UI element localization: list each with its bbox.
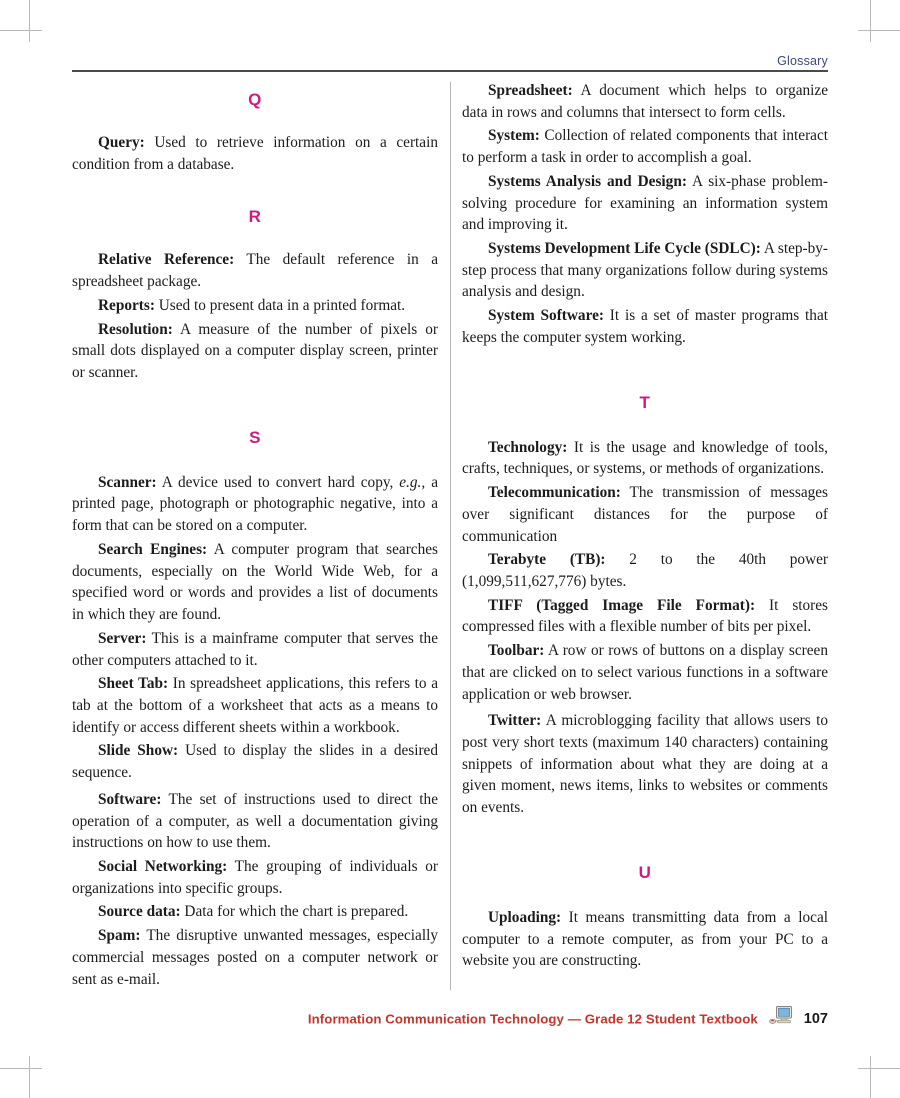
glossary-entry-slide-show <box>72 740 438 783</box>
entry-term: Technology: <box>488 438 568 456</box>
crop-mark-top-right-vertical <box>870 0 871 42</box>
glossary-entry-system-software <box>462 305 828 348</box>
glossary-entry-software <box>72 789 438 854</box>
entry-term: Software: <box>98 790 162 808</box>
body-columns <box>72 80 828 992</box>
glossary-entry-search-engines <box>72 539 438 626</box>
glossary-entry-system <box>462 125 828 168</box>
entry-definition: It stores compressed files with a flexible number of bits per pixel. <box>462 596 829 636</box>
entry-term: Toolbar: <box>488 642 545 660</box>
entry-term: Reports: <box>98 296 155 314</box>
entry-term: Spreadsheet: <box>488 82 573 99</box>
crop-mark-top-left-vertical <box>29 0 30 42</box>
glossary-entry-reports <box>72 295 438 317</box>
entry-term: Spam: <box>98 927 141 945</box>
crop-mark-bottom-left-horizontal <box>0 1068 42 1069</box>
entry-term: Uploading: <box>488 908 562 926</box>
entry-term: Telecommunication: <box>488 484 621 502</box>
entry-definition: A computer program that searches documents, especially on the World Wide Web, for a specified word or words and provides a list of documents in which they are found. <box>72 540 438 624</box>
glossary-entry-spam <box>72 925 438 990</box>
glossary-entry-sheet-tab <box>72 673 438 738</box>
entry-term: Source data: <box>98 903 181 921</box>
running-head <box>72 52 828 71</box>
entry-term: Sheet Tab: <box>98 675 169 693</box>
entry-term: Relative Reference: <box>98 251 235 269</box>
entry-term: Social Networking: <box>98 857 228 875</box>
entry-definition: It means transmitting data from a local computer to a remote computer, as from your PC to a website you are constructing. <box>462 908 828 970</box>
entry-term: Search Engines: <box>98 540 208 558</box>
left-column <box>72 80 438 992</box>
entry-term: Slide Show: <box>98 742 179 760</box>
entry-definition: Used to display the slides in a desired sequence. <box>72 742 438 782</box>
header-rule <box>72 70 828 72</box>
page-footer <box>72 1006 828 1032</box>
crop-mark-bottom-right-vertical <box>870 1056 871 1098</box>
entry-definition: 2 to the 40th power (1,099,511,627,776) bytes. <box>462 551 829 590</box>
glossary-entry-toolbar <box>462 640 828 705</box>
entry-definition: In spreadsheet applications, this refers to a tab at the bottom of a worksheet that acts as a means to identify or access different sheets within a workbook. <box>72 675 438 736</box>
glossary-entry-sdlc <box>462 238 828 303</box>
entry-definition: The set of instructions used to direct the operation of a computer, as well a documentation giving instructions on how to use them. <box>72 790 438 852</box>
computer-icon <box>769 1005 795 1031</box>
entry-definition: A document which helps to organize data in rows and columns that intersect to form cells. <box>462 82 828 121</box>
letter-heading-s: S <box>249 427 261 447</box>
letter-heading-u: U <box>638 862 652 882</box>
letter-heading-t: T <box>639 392 651 412</box>
entry-definition: The transmission of messages over significant distances for the purpose of communication <box>462 484 828 545</box>
entry-definition-pre: A device used to convert hard copy, <box>156 473 400 491</box>
glossary-entry-terabyte <box>462 549 828 592</box>
entry-definition: Used to retrieve information on a certain condition from a database. <box>72 134 438 173</box>
entry-definition-post: a printed page, photograph or photographic negative, into a form that can be stored on a computer. <box>72 473 438 535</box>
entry-term: Scanner: <box>98 473 157 491</box>
letter-heading-r: R <box>248 207 262 227</box>
entry-definition: Data for which the chart is prepared. <box>180 903 409 921</box>
entry-term: Query: <box>98 134 145 151</box>
glossary-entry-source-data <box>72 901 438 923</box>
entry-term: Systems Development Life Cycle (SDLC): <box>488 240 761 258</box>
entry-definition: A step-by-step process that many organizations follow during systems analysis and design. <box>462 240 828 301</box>
glossary-entry-query <box>72 132 438 175</box>
glossary-entry-social-networking <box>72 856 438 899</box>
glossary-entry-systems-analysis-and-design <box>462 171 828 236</box>
entry-definition: The default reference in a spreadsheet package. <box>72 251 439 291</box>
entry-definition: It is a set of master programs that keeps the computer system working. <box>462 307 828 346</box>
footer-title: Information Communication Technology — Grade 12 Student Textbook <box>307 1011 758 1027</box>
glossary-entry-server <box>72 628 438 671</box>
crop-mark-top-left-horizontal <box>0 30 42 31</box>
glossary-entry-tiff <box>462 595 828 638</box>
entry-term: Twitter: <box>488 712 542 730</box>
glossary-entry-technology <box>462 437 828 480</box>
crop-mark-top-right-horizontal <box>858 30 900 31</box>
entry-definition: The disruptive unwanted messages, especially commercial messages posted on a computer network or sent as e-mail. <box>72 927 438 988</box>
crop-mark-bottom-left-vertical <box>29 1056 30 1098</box>
glossary-entry-uploading <box>462 907 828 972</box>
entry-definition: It is the usage and knowledge of tools, crafts, techniques, or systems, or methods of organizations. <box>462 438 828 478</box>
glossary-entry-spreadsheet <box>462 80 828 123</box>
glossary-entry-resolution <box>72 319 438 384</box>
entry-term: Server: <box>98 629 147 647</box>
glossary-entry-telecommunication <box>462 482 828 547</box>
entry-definition: A microblogging facility that allows users to post very short texts (maximum 140 characters) containing snippets of information about what they are doing at a given moment, news items, links to websites or comments on events. <box>462 712 828 817</box>
running-head-label: Glossary <box>777 54 828 68</box>
page-number: 107 <box>803 1011 828 1027</box>
glossary-entry-scanner <box>72 472 438 537</box>
entry-term: System Software: <box>488 307 604 325</box>
glossary-entry-relative-reference <box>72 249 438 292</box>
entry-term: Terabyte (TB): <box>488 551 606 569</box>
right-column <box>462 80 828 974</box>
entry-definition: The grouping of individuals or organizations into specific groups. <box>72 857 438 897</box>
entry-definition: A row or rows of buttons on a display screen that are clicked on to select various functions in a software application or web browser. <box>462 642 828 703</box>
glossary-entry-twitter <box>462 710 828 819</box>
entry-definition: A measure of the number of pixels or small dots displayed on a computer display screen, printer or scanner. <box>72 320 438 382</box>
entry-term: System: <box>488 127 540 145</box>
entry-definition: Collection of related components that interact to perform a task in order to accomplish a goal. <box>462 127 828 167</box>
column-divider <box>450 82 451 990</box>
crop-mark-bottom-right-horizontal <box>858 1068 900 1069</box>
letter-heading-q: Q <box>248 90 262 109</box>
entry-definition-italic: e.g., <box>399 473 426 491</box>
entry-definition: This is a mainframe computer that serves the other computers attached to it. <box>72 629 438 669</box>
entry-definition: A six-phase problem-solving procedure for examining an information system and improving it. <box>462 172 828 234</box>
entry-term: Resolution: <box>98 320 173 338</box>
entry-term: Systems Analysis and Design: <box>488 172 687 190</box>
entry-term: TIFF (Tagged Image File Format): <box>488 596 756 614</box>
entry-definition: Used to present data in a printed format. <box>154 296 406 314</box>
